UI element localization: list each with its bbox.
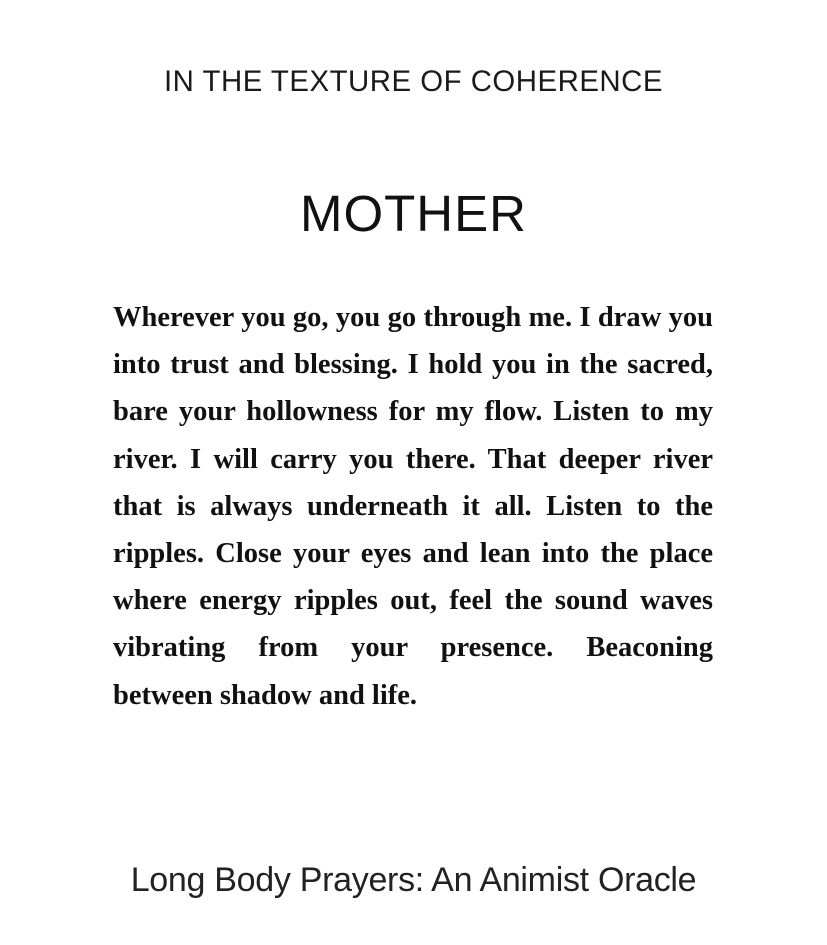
prayer-body-text: Wherever you go, you go through me. I draw you into trust and blessing. I hold you in the sacred, bare your hollowness for my flow. Listen to my river. I will carry you there. That deeper river that is always underneath it all. Listen to the ripples. Close your eyes and lean into the place where energy ripples out, feel the sound waves vibrating from your presence. Beaconing between shadow and life. — [113, 302, 713, 711]
book-title-footer: Long Body Prayers: An Animist Oracle — [130, 861, 697, 899]
page-title: MOTHER — [300, 185, 527, 242]
section-header: IN THE TEXTURE OF COHERENCE — [164, 65, 663, 98]
